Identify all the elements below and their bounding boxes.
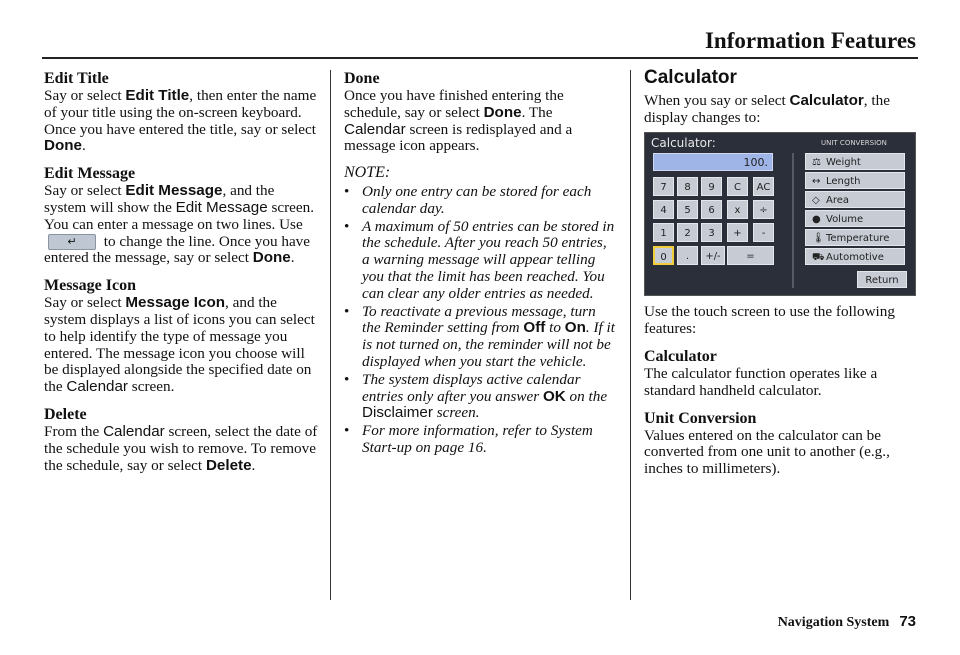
text: to change the line. Once you have entered the message, say or select: [44, 232, 311, 267]
key-multiply[interactable]: x: [727, 200, 748, 219]
button-label: Weight: [826, 157, 861, 168]
section-unit-conversion: [644, 410, 920, 478]
text: on the: [565, 387, 608, 405]
command-text: Delete: [205, 456, 252, 474]
screen-name: Calendar: [103, 422, 165, 440]
key-plus-minus[interactable]: +/-: [701, 246, 725, 265]
text: to: [545, 319, 565, 337]
key-4[interactable]: 4: [653, 200, 674, 219]
key-all-clear[interactable]: AC: [753, 177, 774, 196]
note-item: • Only one entry can be stored for each calendar day.: [344, 184, 616, 218]
section-message-icon: [44, 277, 320, 396]
note-item: • For more information, refer to System Start-up on page 16.: [344, 423, 616, 457]
ruler-icon: ↔: [812, 176, 821, 187]
thermometer-icon: 🌡: [812, 233, 825, 244]
text: . If it is not turned on, the reminder will not be displayed when you start the vehicle.: [362, 319, 615, 370]
text: Say or select: [44, 87, 126, 104]
para-edit-message: [44, 183, 320, 267]
command-text: Done: [483, 103, 522, 121]
command-text: OK: [542, 387, 566, 405]
text: , then enter the name of your title using the on-screen keyboard. Once you have entered the title, say or select: [44, 87, 317, 138]
column-middle: [344, 70, 616, 458]
unit-length-button[interactable]: [805, 172, 905, 189]
button-label: Volume: [826, 214, 864, 225]
heading-done: Done: [344, 70, 380, 87]
unit-temperature-button[interactable]: [805, 229, 905, 246]
unit-conversion-label: UNIT CONVERSION: [821, 139, 887, 147]
calculator-display: 100.: [653, 153, 773, 171]
text: screen.: [128, 378, 175, 396]
key-6[interactable]: 6: [701, 200, 722, 219]
column-divider: [330, 70, 331, 600]
text: screen.: [432, 404, 480, 422]
text: .: [251, 456, 256, 474]
screen-name: Calendar: [344, 120, 406, 138]
text: To reactivate a previous message, turn the Reminder setting from: [362, 302, 596, 337]
key-minus[interactable]: -: [753, 223, 774, 242]
para-touch: Use the touch screen to use the following features:: [644, 303, 895, 338]
command-text: Edit Title: [125, 87, 190, 104]
heading-edit-message: Edit Message: [44, 165, 136, 183]
unit-area-button[interactable]: [805, 191, 905, 208]
section-edit-message: [44, 165, 320, 267]
section-delete: [44, 406, 320, 474]
button-label: Length: [826, 176, 861, 187]
text: Say or select: [44, 294, 126, 312]
button-label: Automotive: [826, 252, 884, 263]
key-plus[interactable]: +: [727, 223, 748, 242]
command-text: Done: [44, 137, 82, 155]
car-icon: ⛟: [812, 252, 825, 263]
key-1[interactable]: 1: [653, 223, 674, 242]
screen-name: Calendar: [66, 378, 128, 396]
key-8[interactable]: 8: [677, 177, 698, 196]
key-3[interactable]: 3: [701, 223, 722, 242]
heading-calculator-feature: Calculator: [644, 347, 717, 365]
footer: [778, 613, 916, 631]
note-item: [344, 304, 616, 371]
key-clear[interactable]: C: [727, 177, 748, 196]
command-text: Done: [252, 249, 291, 267]
button-label: Temperature: [826, 233, 890, 244]
screen-name: Disclaimer: [362, 404, 433, 422]
key-equals[interactable]: =: [727, 246, 774, 265]
screen-divider: [792, 153, 794, 288]
weight-icon: ⚖: [812, 157, 821, 168]
screen-name: Edit Message: [175, 198, 268, 216]
command-text: Edit Message: [125, 182, 223, 200]
command-text: Off: [523, 319, 546, 337]
para-done: [344, 88, 616, 155]
para-calculator: The calculator function operates like a standard handheld calculator.: [644, 364, 878, 399]
text: screen, select the date of the schedule you wish to remove. To remove the schedule, say or select: [44, 422, 318, 474]
heading-edit-title: Edit Title: [44, 70, 109, 87]
return-button[interactable]: Return: [857, 271, 907, 288]
text: screen is redisplayed and a message icon appears.: [344, 120, 573, 155]
unit-automotive-button[interactable]: [805, 248, 905, 265]
area-icon: ◇: [812, 195, 820, 206]
text: . The: [521, 103, 553, 121]
text: .: [81, 137, 86, 155]
section-edit-title: [44, 70, 320, 155]
text: From the: [44, 422, 104, 440]
section-calculator: [644, 348, 920, 400]
text: screen. You can enter a message on two lines. Use: [44, 198, 315, 233]
para-message-icon: [44, 295, 320, 396]
command-text: Message Icon: [125, 294, 226, 312]
text: The system displays active calendar entries only after you answer: [362, 370, 581, 405]
header-rule: [42, 57, 918, 59]
footer-label: Navigation System: [777, 615, 890, 630]
note-item: • A maximum of 50 entries can be stored in the schedule. After you reach 50 entries, a warning message will appear telling you that the limit has been reached. You can clear any older entries as needed.: [344, 219, 616, 303]
text: Once you have finished entering the schedule, say or select: [344, 87, 564, 121]
unit-weight-button[interactable]: [805, 153, 905, 170]
column-divider: [630, 70, 631, 600]
key-0[interactable]: 0: [653, 246, 674, 265]
heading-unit-conversion: Unit Conversion: [644, 409, 757, 427]
text: .: [290, 249, 295, 267]
para-intro: [644, 93, 920, 127]
key-divide[interactable]: ÷: [753, 200, 774, 219]
calculator-title: Calculator:: [651, 136, 716, 150]
text: When you say or select: [644, 91, 790, 109]
text: , and the system will show the: [44, 182, 275, 216]
key-decimal[interactable]: .: [677, 246, 698, 265]
note-list: [344, 184, 616, 457]
key-5[interactable]: 5: [677, 200, 698, 219]
heading-delete: Delete: [44, 405, 87, 423]
text: , the display changes to:: [644, 91, 890, 126]
note-label: NOTE:: [344, 164, 391, 182]
enter-key-icon: ↵: [48, 234, 96, 250]
column-left: [44, 70, 320, 484]
volume-icon: ●: [812, 214, 821, 225]
section-done: [344, 70, 616, 155]
text: , and the system displays a list of icons you can select to help identify the type of message you entered. The message icon you choose will be displayed alongside the specified date on the: [44, 294, 315, 396]
key-7[interactable]: 7: [653, 177, 674, 196]
command-text: Calculator: [789, 91, 864, 109]
text: Say or select: [44, 182, 126, 200]
page-number: 73: [899, 613, 916, 630]
para-delete: [44, 424, 320, 474]
button-label: Area: [826, 195, 850, 206]
command-text: On: [564, 319, 586, 337]
page-title: Information Features: [704, 28, 916, 53]
heading-calculator: Calculator: [644, 67, 737, 88]
para-unit-conversion: Values entered on the calculator can be converted from one unit to another (e.g., inches to millimeters).: [644, 426, 890, 478]
key-2[interactable]: 2: [677, 223, 698, 242]
key-9[interactable]: 9: [701, 177, 722, 196]
note-item: [344, 372, 616, 422]
calculator-screen: [644, 132, 916, 296]
heading-message-icon: Message Icon: [44, 277, 136, 295]
para-edit-title: [44, 88, 320, 155]
unit-volume-button[interactable]: [805, 210, 905, 227]
